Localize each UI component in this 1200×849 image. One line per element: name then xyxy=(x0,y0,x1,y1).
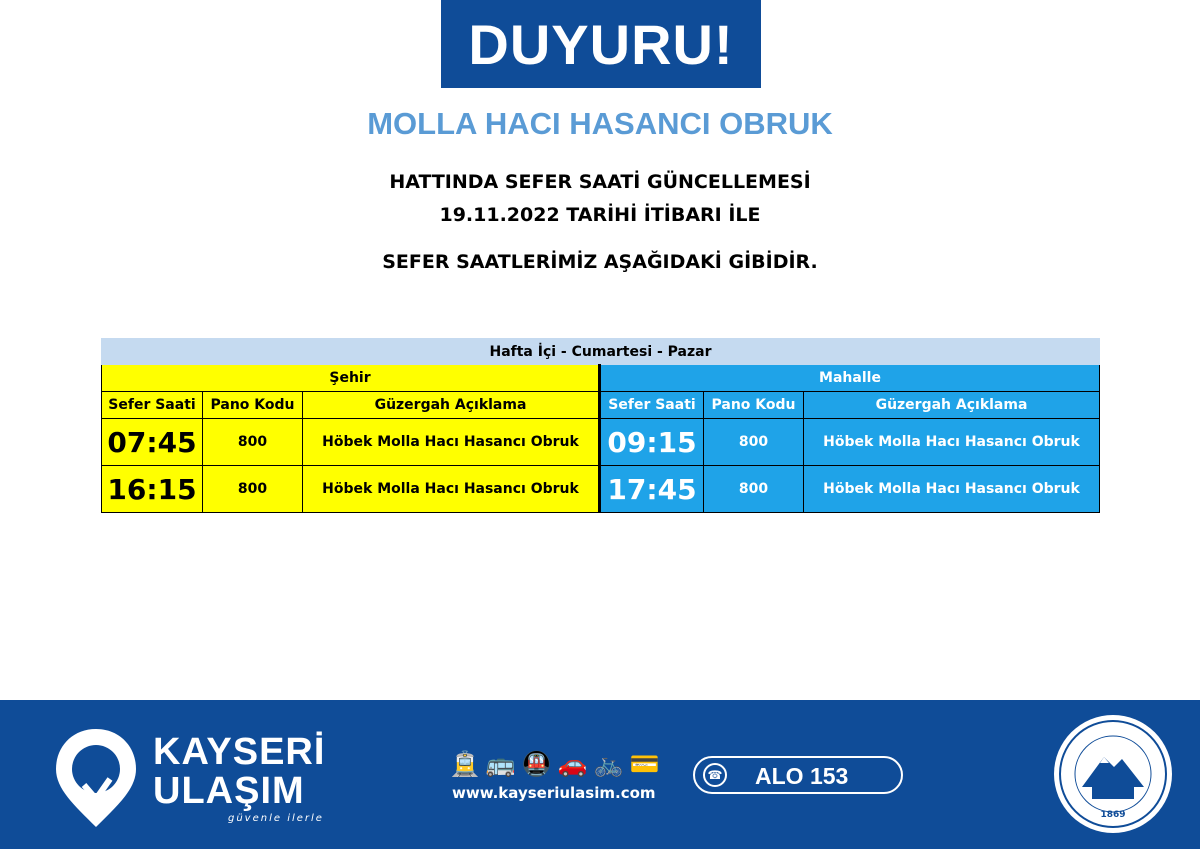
sehir-time: 07:45 xyxy=(102,419,203,466)
brand-line2: ULAŞIM xyxy=(153,770,305,812)
col-pano-kodu: Pano Kodu xyxy=(203,392,303,419)
table-row xyxy=(102,419,1100,466)
mahalle-route: Höbek Molla Hacı Hasancı Obruk xyxy=(804,419,1100,466)
col-guzergah: Güzergah Açıklama xyxy=(804,392,1100,419)
location-pin-icon xyxy=(50,725,142,831)
sehir-route: Höbek Molla Hacı Hasancı Obruk xyxy=(303,466,600,513)
tram-icon: 🚊 xyxy=(450,750,480,778)
footer-bar xyxy=(0,700,1200,849)
metro-icon: 🚇 xyxy=(521,750,552,778)
sehir-time: 16:15 xyxy=(102,466,203,513)
header-row xyxy=(102,392,1100,419)
update-heading: HATTINDA SEFER SAATİ GÜNCELLEMESİ xyxy=(389,171,811,193)
bus-icon: 🚌 xyxy=(485,750,516,778)
schedule-table xyxy=(101,338,1100,513)
brand-line1: KAYSERİ xyxy=(153,731,326,773)
sehir-code: 800 xyxy=(203,466,303,513)
website-link[interactable]: www.kayseriulasim.com xyxy=(452,784,656,802)
duyuru-banner: DUYURU! xyxy=(441,0,761,88)
group-mahalle: Mahalle xyxy=(600,365,1100,392)
phone-badge[interactable] xyxy=(693,756,903,794)
parking-car-icon: 🚗 xyxy=(557,750,588,778)
sehir-code: 800 xyxy=(203,419,303,466)
schedule-intro: SEFER SAATLERİMİZ AŞAĞIDAKİ GİBİDİR. xyxy=(382,251,818,273)
phone-icon: ☎ xyxy=(703,763,727,787)
bicycle-icon: 🚲 xyxy=(593,750,624,778)
mahalle-route: Höbek Molla Hacı Hasancı Obruk xyxy=(804,466,1100,513)
transport-icons xyxy=(450,746,670,782)
col-sefer-saati: Sefer Saati xyxy=(102,392,203,419)
effective-date: 19.11.2022 TARİHİ İTİBARI İLE xyxy=(439,204,761,226)
seal-year: 1869 xyxy=(1100,810,1126,820)
line-name-title: MOLLA HACI HASANCI OBRUK xyxy=(367,106,833,141)
group-sehir: Şehir xyxy=(102,365,600,392)
municipality-seal-icon xyxy=(1052,713,1174,835)
mahalle-time: 17:45 xyxy=(600,466,704,513)
phone-number: ALO 153 xyxy=(755,763,849,789)
col-guzergah: Güzergah Açıklama xyxy=(303,392,600,419)
days-label: Hafta İçi - Cumartesi - Pazar xyxy=(102,339,1100,365)
mahalle-code: 800 xyxy=(704,466,804,513)
slogan: güvenle ilerle xyxy=(228,813,324,824)
days-row xyxy=(102,339,1100,365)
col-sefer-saati: Sefer Saati xyxy=(600,392,704,419)
group-row xyxy=(102,365,1100,392)
table-row xyxy=(102,466,1100,513)
sehir-route: Höbek Molla Hacı Hasancı Obruk xyxy=(303,419,600,466)
contactless-card-icon: 💳 xyxy=(629,750,660,778)
mahalle-time: 09:15 xyxy=(600,419,704,466)
col-pano-kodu: Pano Kodu xyxy=(704,392,804,419)
mahalle-code: 800 xyxy=(704,419,804,466)
